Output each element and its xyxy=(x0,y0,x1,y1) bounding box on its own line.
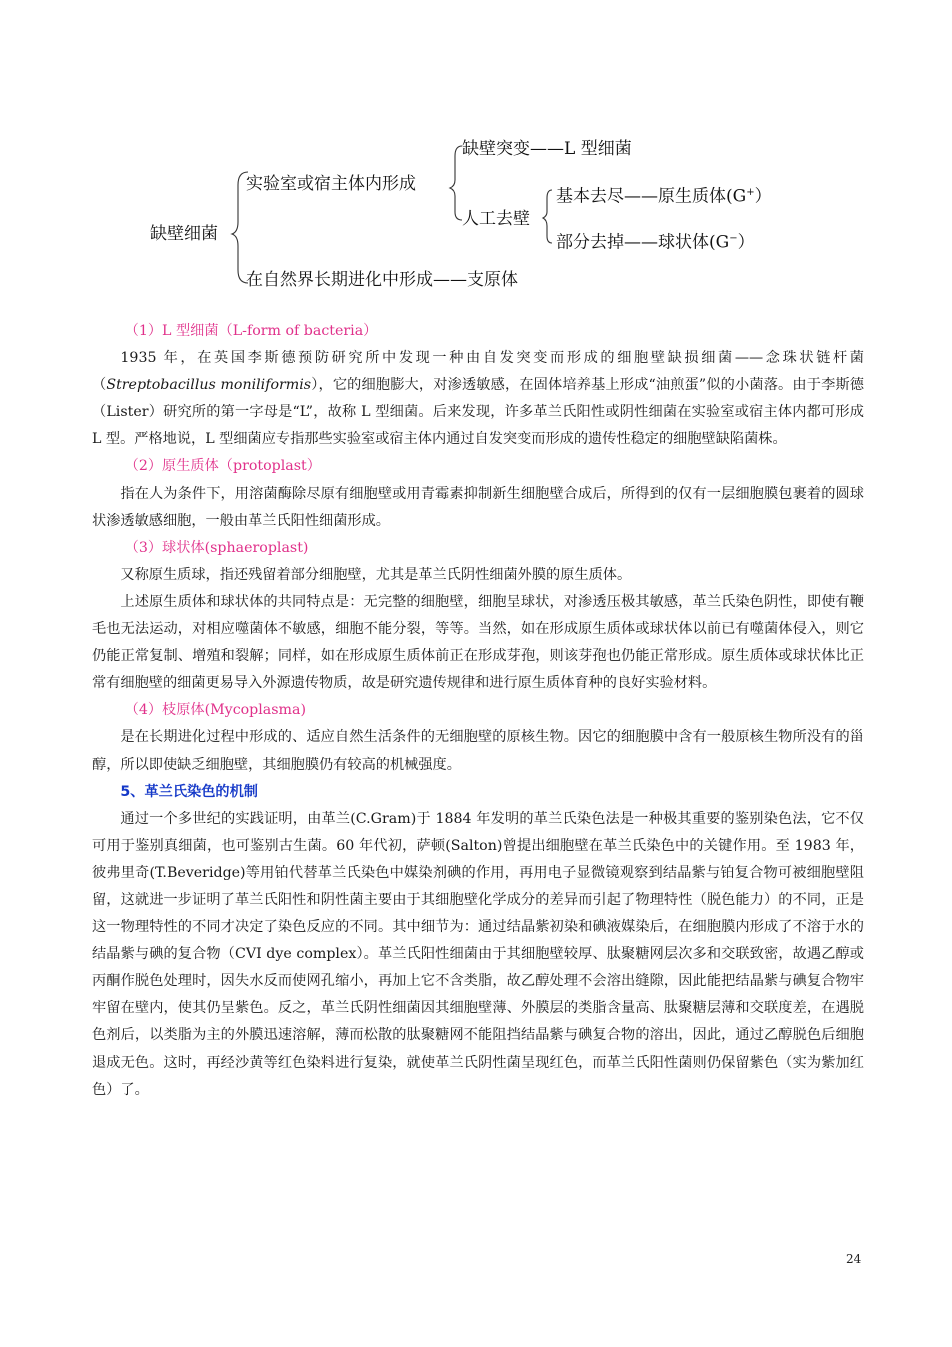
complete-removal-label: 基本去尽——原生质体(G+） xyxy=(556,186,772,207)
partial-removal-label: 部分去掉——球状体(G−） xyxy=(556,232,755,253)
l-form-heading: （1）L 型细菌（L-form of bacteria） xyxy=(124,323,378,339)
spheroplast-heading: （3）球状体(sphaeroplast) xyxy=(124,539,309,556)
page-number: 24 xyxy=(846,1252,862,1266)
lab-branch-label: 实验室或宿主体内形成 xyxy=(246,174,416,194)
spheroplast-paragraph-2: 上述原生质体和球状体的共同特点是：无完整的细胞壁，细胞呈球状，对渗透压极其敏感，革兰氏染色阴性，即使有鞭毛也无法运动，对相应噬菌体不敏感，细胞不能分裂，等等。当然，如在形成原生质体或球状体以前已有噬菌体侵入，则它仍能正常复制、增殖和裂解；同样，如在形成原生质体前正在形成芽孢，则该芽孢也仍能正常形成。原生质体或球状体比正常有细胞壁的细菌更易导入外源遗传物质，故是研究遗传规律和进行原生质体育种的良好实验材料。 xyxy=(92,593,864,692)
lab-brace xyxy=(450,146,462,220)
gram-stain-heading: 5、革兰氏染色的机制 xyxy=(120,783,258,800)
protoplast-heading: （2）原生质体（protoplast） xyxy=(124,458,321,475)
nature-branch-label: 在自然界长期进化中形成——支原体 xyxy=(246,270,518,290)
root-label: 缺壁细菌 xyxy=(150,224,218,244)
mycoplasma-heading: （4）枝原体(Mycoplasma) xyxy=(124,702,306,719)
protoplast-paragraph: 指在人为条件下，用溶菌酶除尽原有细胞壁或用青霉素抑制新生细胞壁合成后，所得到的仅有一层细胞膜包裹着的圆球状渗透敏感细胞，一般由革兰氏阳性细菌形成。 xyxy=(92,485,864,529)
artificial-brace xyxy=(543,190,552,243)
artificial-label: 人工去壁 xyxy=(462,209,530,229)
gram-stain-paragraph: 通过一个多世纪的实践证明，由革兰(C.Gram)于 1884 年发明的革兰氏染色法是一种极其重要的鉴别染色法，它不仅可用于鉴别真细菌，也可鉴别古生菌。60 年代初，萨顿(Salton)曾提出细胞壁在革兰氏染色中的关键作用。至 1983 年，彼弗里奇(T.Beveridge)等用铂代替革兰氏染色中媒染剂碘的作用，再用电子显微镜观察到结晶紫与铂复合物可被细胞壁阻留，这就进一步证明了革兰氏阳性和阴性菌主要由于其细胞壁化学成分的差异而引起了物理特性（脱色能力）的不同，正是这一物理特性的不同才决定了染色反应的不同。其中细节为：通过结晶紫初染和碘液媒染后，在细胞膜内形成了不溶于水的结晶紫与碘的复合物（CVI dye complex）。革兰氏阳性细菌由于其细胞壁较厚、肽聚糖网层次多和交联致密，故遇乙醇或丙酮作脱色处理时，因失水反而使网孔缩小，再加上它不含类脂，故乙醇处理不会溶出缝隙，因此能把结晶紫与碘复合物牢牢留在壁内，使其仍呈紫色。反之，革兰氏阴性细菌因其细胞壁薄、外膜层的类脂含量高、肽聚糖层薄和交联度差，在遇脱色剂后，以类脂为主的外膜迅速溶解，薄而松散的肽聚糖网不能阻挡结晶紫与碘复合物的溶出，因此，通过乙醇脱色后细胞退成无色。这时，再经沙黄等红色染料进行复染，就使革兰氏阴性菌呈现红色，而革兰氏阳性菌则仍保留紫色（实为紫加红色）了。 xyxy=(92,810,864,1098)
body-text xyxy=(92,318,864,1104)
classification-diagram xyxy=(0,0,952,310)
spheroplast-paragraph-1: 又称原生质球，指还残留着部分细胞壁，尤其是革兰氏阴性细菌外膜的原生质体。 xyxy=(120,566,632,583)
mycoplasma-paragraph: 是在长期进化过程中形成的、适应自然生活条件的无细胞壁的原核生物。因它的细胞膜中含有一般原核生物所没有的甾醇，所以即使缺乏细胞壁，其细胞膜仍有较高的机械强度。 xyxy=(92,729,864,773)
mutation-label: 缺壁突变——L 型细菌 xyxy=(462,139,632,159)
l-form-paragraph: 1935 年，在英国李斯德预防研究所中发现一种由自发突变而形成的细胞壁缺损细菌——念珠状链杆菌（Streptobacillus moniliformis），它的细胞膨大，对渗透敏感，在固体培养基上形成“油煎蛋”似的小菌落。由于李斯德（Lister）研究所的第一字母是“L”，故称 L 型细菌。后来发现，许多革兰氏阳性或阴性细菌在实验室或宿主体内都可形成 L 型。严格地说，L 型细菌应专指那些实验室或宿主体内通过自发突变而形成的遗传性稳定的细胞壁缺陷菌株。 xyxy=(92,350,864,448)
